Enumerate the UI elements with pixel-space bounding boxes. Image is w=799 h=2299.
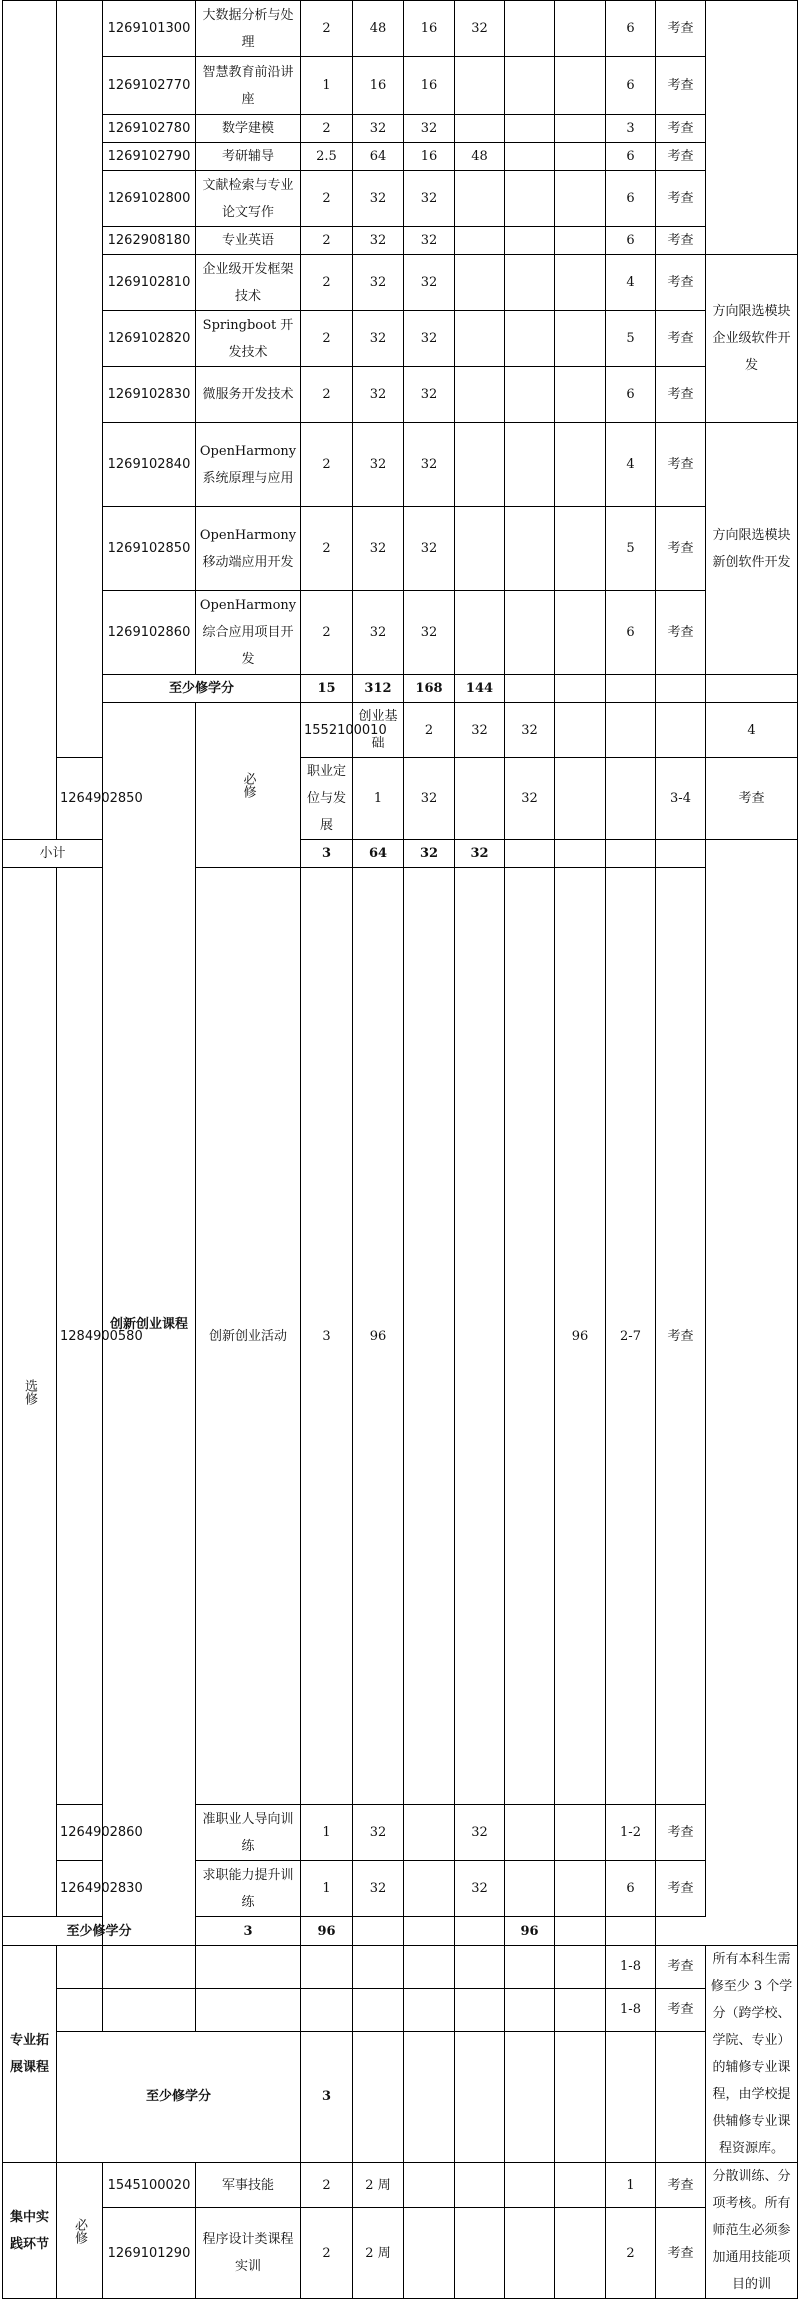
- exam-type: 考查: [706, 758, 798, 840]
- blank-cell: [505, 2208, 555, 2299]
- credit: 2: [301, 227, 353, 255]
- required-label: 必修: [57, 2163, 103, 2299]
- hours: 32: [455, 703, 505, 758]
- course-name: 大数据分析与处理: [196, 1, 301, 57]
- blank-cell: [455, 1946, 505, 1989]
- blank-cell: [301, 1946, 353, 1989]
- credit: 2: [301, 311, 353, 367]
- table-row: [3, 115, 798, 143]
- blank-cell: [505, 1946, 555, 1989]
- table-row: [3, 57, 798, 115]
- course-name: Springboot 开发技术: [196, 311, 301, 367]
- hours: 32: [353, 591, 404, 675]
- practice-note: 分散训练、分项考核。所有师范生必须参加通用技能项目的训: [706, 2163, 798, 2299]
- lecture-hours: 16: [404, 1, 455, 57]
- blank-cell: [555, 367, 606, 423]
- sub-cell-blank: [57, 1, 103, 758]
- hours: 32: [353, 1805, 404, 1861]
- course-code: 1269102840: [103, 423, 196, 507]
- group-practice: 集中实践环节: [3, 2163, 57, 2299]
- lab-hours: 32: [455, 1805, 505, 1861]
- hours: 96: [353, 868, 404, 1805]
- course-name: OpenHarmony 系统原理与应用: [196, 423, 301, 507]
- credit: 2: [301, 2208, 353, 2299]
- elective-label: 选修: [3, 868, 57, 1917]
- blank-cell: [505, 2163, 555, 2208]
- blank-cell: [353, 1988, 404, 2031]
- semester: 6: [606, 227, 656, 255]
- table-row: [3, 311, 798, 367]
- hours: 32: [353, 507, 404, 591]
- min-credit-value: 3: [301, 2031, 353, 2162]
- blank-cell: [555, 57, 606, 115]
- lecture-hours: 32: [404, 171, 455, 227]
- exam-type: 考查: [656, 115, 706, 143]
- blank-cell: [505, 311, 555, 367]
- blank-cell: [606, 703, 656, 758]
- exam-type: 考查: [656, 255, 706, 311]
- blank-cell: [505, 2031, 555, 2162]
- blank-cell: [555, 255, 606, 311]
- blank-cell: [505, 1805, 555, 1861]
- min-hours-value: 96: [301, 1917, 353, 1946]
- hours: 32: [353, 171, 404, 227]
- note-cell-blank: [706, 1, 798, 255]
- subtotal-credit: 3: [301, 840, 353, 868]
- semester: 4: [606, 423, 656, 507]
- semester: 6: [606, 171, 656, 227]
- lab-hours: [455, 171, 505, 227]
- blank-cell: [455, 1917, 505, 1946]
- blank-cell: [555, 675, 606, 703]
- course-code: 1269102780: [103, 115, 196, 143]
- hours: 64: [353, 143, 404, 171]
- credit: 2: [301, 115, 353, 143]
- exam-type: 考查: [656, 367, 706, 423]
- course-name: 求职能力提升训练: [196, 1861, 301, 1917]
- blank-cell: [606, 840, 656, 868]
- group-cell-blank: [3, 1, 57, 840]
- semester: 2: [606, 2208, 656, 2299]
- credit: 1: [301, 1805, 353, 1861]
- table-row: [3, 255, 798, 311]
- hours: 32: [353, 227, 404, 255]
- lecture-hours: 32: [404, 255, 455, 311]
- blank-cell: [301, 1988, 353, 2031]
- credit: 2: [301, 591, 353, 675]
- blank-cell: [555, 1946, 606, 1989]
- credit: 1: [353, 758, 404, 840]
- min-credit-row: [3, 2031, 798, 2162]
- table-row: [3, 1, 798, 57]
- hours: 32: [353, 367, 404, 423]
- blank-cell: [656, 675, 706, 703]
- min-credit-label: 至少修学分: [3, 1917, 196, 1946]
- credit: 2: [301, 255, 353, 311]
- exam-type: 考查: [656, 171, 706, 227]
- lecture-hours: 16: [404, 57, 455, 115]
- table-row: [3, 1988, 798, 2031]
- blank-cell: [606, 2031, 656, 2162]
- semester: 5: [606, 507, 656, 591]
- course-name: 企业级开发框架技术: [196, 255, 301, 311]
- credit: 2: [301, 423, 353, 507]
- exam-type: 考查: [656, 1805, 706, 1861]
- blank-cell: [606, 758, 656, 840]
- blank-cell: [656, 840, 706, 868]
- blank-cell: [404, 1988, 455, 2031]
- group-extension: 专业拓展课程: [3, 1946, 57, 2163]
- course-code: 1269102810: [103, 255, 196, 311]
- credit: 2: [301, 1, 353, 57]
- course-code: 1269102790: [103, 143, 196, 171]
- lab-hours: [455, 115, 505, 143]
- exam-type: 考查: [656, 2208, 706, 2299]
- blank-cell: [196, 1988, 301, 2031]
- blank-cell: [455, 2208, 505, 2299]
- blank-cell: [103, 1946, 196, 1989]
- blank-cell: [505, 1, 555, 57]
- exam-type: 考查: [656, 423, 706, 507]
- blank-cell: [555, 115, 606, 143]
- table-row: [3, 507, 798, 591]
- hours: 32: [353, 1861, 404, 1917]
- course-name: OpenHarmony 综合应用项目开发: [196, 591, 301, 675]
- min-credit-value: 3: [196, 1917, 301, 1946]
- blank-cell: [505, 171, 555, 227]
- course-name: 程序设计类课程实训: [196, 2208, 301, 2299]
- blank-cell: [555, 2208, 606, 2299]
- exam-type: 考查: [656, 57, 706, 115]
- table-row: [3, 1946, 798, 1989]
- blank-cell: [706, 675, 798, 703]
- exam-type: 考查: [656, 507, 706, 591]
- course-name: 智慧教育前沿讲座: [196, 57, 301, 115]
- blank-cell: [555, 758, 606, 840]
- subtotal-lecture: 32: [404, 840, 455, 868]
- semester: 6: [606, 1861, 656, 1917]
- course-name: 创新创业活动: [196, 868, 301, 1805]
- blank-cell: [606, 675, 656, 703]
- min-credit-label: 至少修学分: [103, 675, 301, 703]
- practice-hours: 96: [555, 868, 606, 1805]
- course-code: 1269102830: [103, 367, 196, 423]
- course-name: 准职业人导向训练: [196, 1805, 301, 1861]
- exam-type: 考查: [656, 868, 706, 1805]
- lab-hours: [455, 57, 505, 115]
- blank-cell: [404, 2163, 455, 2208]
- course-code: 1552100010: [301, 703, 353, 758]
- credit: 2: [404, 703, 455, 758]
- blank-cell: [505, 840, 555, 868]
- blank-cell: [505, 143, 555, 171]
- exam-type: 考查: [656, 1988, 706, 2031]
- lecture-hours: 32: [505, 703, 555, 758]
- blank-cell: [555, 171, 606, 227]
- blank-cell: [555, 1, 606, 57]
- blank-cell: [455, 591, 505, 675]
- course-name: OpenHarmony 移动端应用开发: [196, 507, 301, 591]
- blank-cell: [555, 1917, 606, 1946]
- hours: 32: [404, 758, 455, 840]
- credit: 2.5: [301, 143, 353, 171]
- blank-cell: [505, 423, 555, 507]
- min-lecture-value: 168: [404, 675, 455, 703]
- semester: 6: [606, 143, 656, 171]
- table-row: [3, 703, 798, 758]
- course-code: 1284900580: [57, 868, 103, 1805]
- blank-cell: [57, 1946, 103, 1989]
- blank-cell: [404, 1805, 455, 1861]
- subtotal-hours: 64: [353, 840, 404, 868]
- blank-cell: [555, 2031, 606, 2162]
- lecture-hours: 32: [404, 311, 455, 367]
- semester: 1-8: [606, 1988, 656, 2031]
- blank-cell: [555, 2163, 606, 2208]
- blank-cell: [505, 675, 555, 703]
- lecture-hours: 32: [404, 591, 455, 675]
- table-row: [3, 2208, 798, 2299]
- table-row: [3, 367, 798, 423]
- semester: 6: [606, 367, 656, 423]
- blank-cell: [353, 1917, 404, 1946]
- lecture-hours: 32: [404, 507, 455, 591]
- hours: 32: [353, 255, 404, 311]
- hours: 32: [353, 115, 404, 143]
- semester: 4: [606, 255, 656, 311]
- exam-type: 考查: [656, 1946, 706, 1989]
- min-hours-value: 312: [353, 675, 404, 703]
- blank-cell: [555, 507, 606, 591]
- credit: 2: [301, 2163, 353, 2208]
- hours: 2 周: [353, 2208, 404, 2299]
- semester: 6: [606, 1, 656, 57]
- blank-cell: [455, 367, 505, 423]
- blank-cell: [555, 591, 606, 675]
- blank-cell: [404, 1946, 455, 1989]
- table-row: [3, 591, 798, 675]
- subtotal-lab: 32: [455, 840, 505, 868]
- blank-cell: [555, 311, 606, 367]
- min-credit-label: 至少修学分: [57, 2031, 301, 2162]
- lecture-hours: 32: [404, 227, 455, 255]
- blank-cell: [404, 868, 455, 1805]
- lab-hours: [555, 703, 606, 758]
- course-name: 军事技能: [196, 2163, 301, 2208]
- blank-cell: [555, 1988, 606, 2031]
- credit: 3: [301, 868, 353, 1805]
- table-row: [3, 423, 798, 507]
- hours: 16: [353, 57, 404, 115]
- blank-cell: [353, 2031, 404, 2162]
- blank-cell: [505, 1861, 555, 1917]
- blank-cell: [455, 311, 505, 367]
- lab-hours: 32: [505, 758, 555, 840]
- credit: 2: [301, 171, 353, 227]
- course-name: 职业定位与发展: [301, 758, 353, 840]
- credit: 2: [301, 367, 353, 423]
- hours: 32: [353, 311, 404, 367]
- practice-hours: [555, 1861, 606, 1917]
- lab-hours: 48: [455, 143, 505, 171]
- lab-hours: 32: [455, 1, 505, 57]
- exam-type: 考查: [656, 143, 706, 171]
- min-practice-value: 96: [505, 1917, 555, 1946]
- table-row: [3, 227, 798, 255]
- table-row: [3, 143, 798, 171]
- semester: 1-2: [606, 1805, 656, 1861]
- course-code: 1545100020: [103, 2163, 196, 2208]
- course-code: 1264902830: [57, 1861, 103, 1917]
- min-credit-row: [3, 1917, 798, 1946]
- subtotal-label: 小计: [3, 840, 103, 868]
- blank-cell: [505, 507, 555, 591]
- blank-cell: [505, 255, 555, 311]
- blank-cell: [656, 703, 706, 758]
- lab-hours: 32: [455, 1861, 505, 1917]
- min-credit-row: [3, 675, 798, 703]
- group-innovation: 创新创业课程: [103, 703, 196, 1946]
- blank-cell: [103, 1988, 196, 2031]
- semester: 1-8: [606, 1946, 656, 1989]
- blank-cell: [606, 1917, 656, 1946]
- curriculum-table: [2, 0, 798, 2299]
- course-name: 专业英语: [196, 227, 301, 255]
- course-code: 1264902860: [57, 1805, 103, 1861]
- credit: 1: [301, 1861, 353, 1917]
- lecture-hours: [455, 758, 505, 840]
- exam-type: 考查: [656, 1, 706, 57]
- track-note-openharmony: 方向限选模块新创软件开发: [706, 423, 798, 675]
- blank-cell: [353, 1946, 404, 1989]
- blank-cell: [555, 423, 606, 507]
- blank-cell: [404, 1861, 455, 1917]
- blank-cell: [455, 2031, 505, 2162]
- exam-type: 考查: [656, 311, 706, 367]
- course-code: 1264902850: [57, 758, 103, 840]
- semester: 3: [606, 115, 656, 143]
- semester: 3-4: [656, 758, 706, 840]
- blank-cell: [404, 2208, 455, 2299]
- semester: 6: [606, 57, 656, 115]
- course-code: 1269102770: [103, 57, 196, 115]
- course-name: 微服务开发技术: [196, 367, 301, 423]
- course-code: 1269102860: [103, 591, 196, 675]
- exam-type: 考查: [656, 591, 706, 675]
- lecture-hours: 32: [404, 115, 455, 143]
- course-name: 数学建模: [196, 115, 301, 143]
- course-code: 1262908180: [103, 227, 196, 255]
- course-name: 创业基础: [353, 703, 404, 758]
- lecture-hours: 32: [404, 367, 455, 423]
- blank-cell: [505, 367, 555, 423]
- blank-cell: [505, 57, 555, 115]
- hours: 2 周: [353, 2163, 404, 2208]
- course-name: 考研辅导: [196, 143, 301, 171]
- blank-cell: [505, 227, 555, 255]
- blank-cell: [196, 1946, 301, 1989]
- course-code: 1269101290: [103, 2208, 196, 2299]
- blank-cell: [555, 840, 606, 868]
- required-label: 必修: [196, 703, 301, 868]
- blank-cell: [505, 1988, 555, 2031]
- min-lab-value: 144: [455, 675, 505, 703]
- blank-cell: [455, 1988, 505, 2031]
- credit: 2: [301, 507, 353, 591]
- blank-cell: [505, 591, 555, 675]
- min-credit-value: 15: [301, 675, 353, 703]
- course-code: 1269102850: [103, 507, 196, 591]
- blank-cell: [57, 1988, 103, 2031]
- blank-cell: [455, 255, 505, 311]
- course-code: 1269102800: [103, 171, 196, 227]
- exam-type: 考查: [656, 2163, 706, 2208]
- exam-type: 考查: [656, 1861, 706, 1917]
- practice-hours: [555, 1805, 606, 1861]
- course-name: 文献检索与专业论文写作: [196, 171, 301, 227]
- blank-cell: [455, 2163, 505, 2208]
- blank-cell: [505, 115, 555, 143]
- blank-cell: [455, 423, 505, 507]
- table-row: [3, 2163, 798, 2208]
- blank-cell: [455, 507, 505, 591]
- lecture-hours: 32: [404, 423, 455, 507]
- semester: 5: [606, 311, 656, 367]
- blank-cell: [404, 2031, 455, 2162]
- exam-type: 考查: [656, 227, 706, 255]
- blank-cell: [555, 143, 606, 171]
- hours: 48: [353, 1, 404, 57]
- blank-cell: [656, 2031, 706, 2162]
- lecture-hours: 16: [404, 143, 455, 171]
- semester: 6: [606, 591, 656, 675]
- blank-cell: [404, 1917, 455, 1946]
- course-code: 1269102820: [103, 311, 196, 367]
- extension-note: 所有本科生需修至少 3 个学分（跨学校、学院、专业）的辅修专业课程，由学校提供辅修专业课程资源库。: [706, 1946, 798, 2163]
- lab-hours: [455, 868, 505, 1805]
- semester: 1: [606, 2163, 656, 2208]
- track-note-enterprise: 方向限选模块企业级软件开发: [706, 255, 798, 423]
- credit: 1: [301, 57, 353, 115]
- blank-cell: [555, 227, 606, 255]
- lab-hours: [455, 227, 505, 255]
- semester: 2-7: [606, 868, 656, 1805]
- hours: 32: [353, 423, 404, 507]
- course-code: 1269101300: [103, 1, 196, 57]
- blank-cell: [505, 868, 555, 1805]
- table-row: [3, 171, 798, 227]
- semester: 4: [706, 703, 798, 758]
